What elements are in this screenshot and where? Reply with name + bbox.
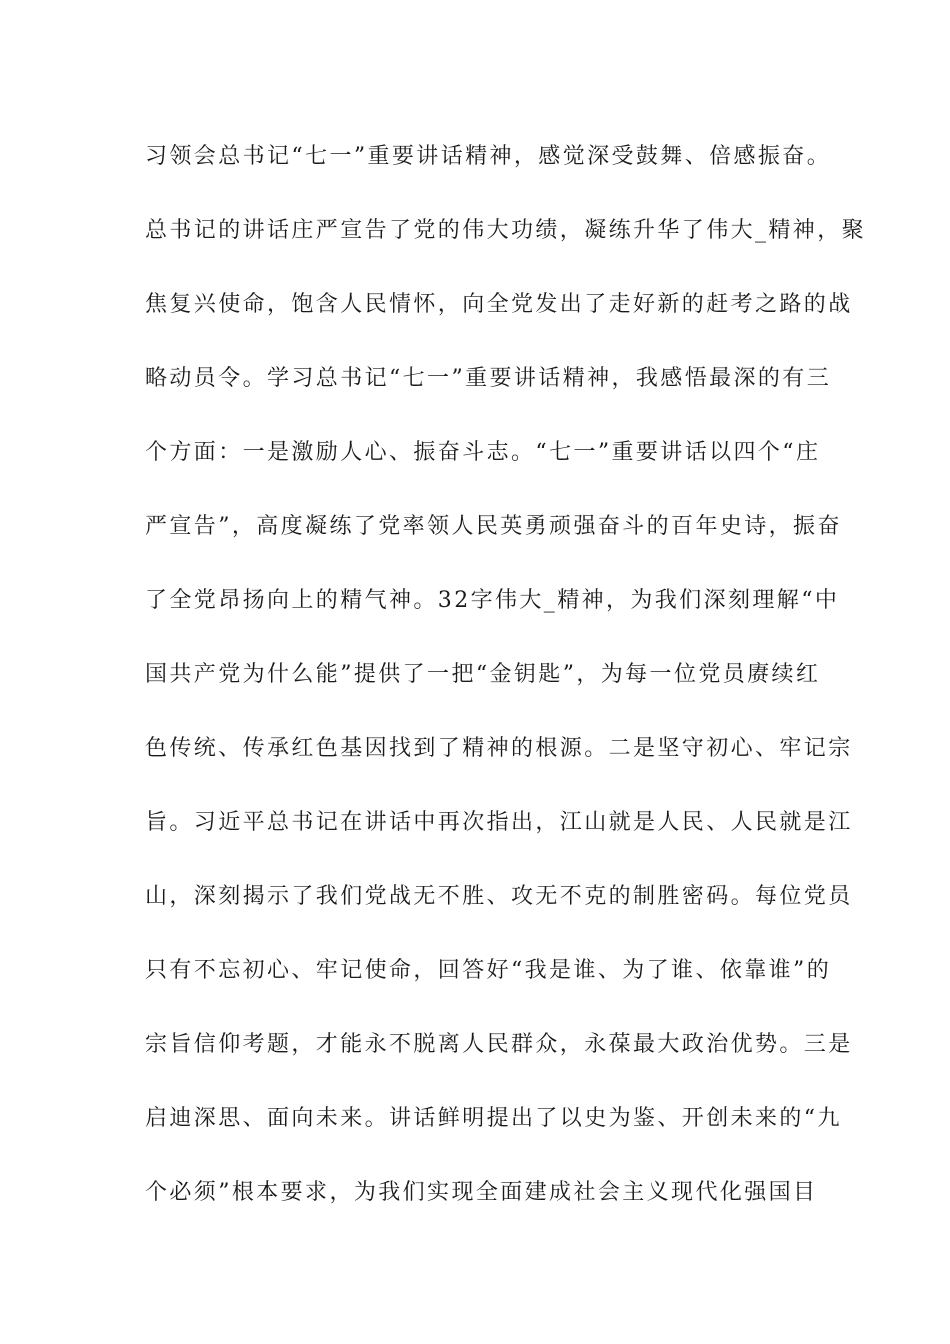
text-line: 总书记的讲话庄严宣告了党的伟大功绩，凝练升华了伟大_精神，聚 (145, 218, 867, 243)
body-text (145, 132, 867, 1242)
text-line: 了全党昂扬向上的精气神。32字伟大_精神，为我们深刻理解“中 (145, 588, 840, 613)
text-line: 略动员令。学习总书记“七一”重要讲话精神，我感悟最深的有三 (145, 366, 832, 391)
text-line: 宗旨信仰考题，才能永不脱离人民群众，永葆最大政治优势。三是 (145, 1032, 853, 1057)
text-line: 启迪深思、面向未来。讲话鲜明提出了以史为鉴、开创未来的“九 (145, 1106, 842, 1131)
text-line: 严宣告”，高度凝练了党率领人民英勇顽强奋斗的百年史诗，振奋 (145, 514, 842, 539)
text-line: 习领会总书记“七一”重要讲话精神，感觉深受鼓舞、倍感振奋。 (145, 144, 832, 169)
text-line: 只有不忘初心、牢记使命，回答好“我是谁、为了谁、依靠谁”的 (145, 958, 832, 983)
text-line: 色传统、传承红色基因找到了精神的根源。二是坚守初心、牢记宗 (145, 736, 853, 761)
text-line: 个方面：一是激励人心、振奋斗志。“七一”重要讲话以四个“庄 (145, 440, 821, 465)
text-line: 焦复兴使命，饱含人民情怀，向全党发出了走好新的赶考之路的战 (145, 292, 853, 317)
text-line: 国共产党为什么能”提供了一把“金钥匙”，为每一位党员赓续红 (145, 662, 821, 687)
text-line: 个必须”根本要求，为我们实现全面建成社会主义现代化强国目 (145, 1180, 818, 1205)
text-line: 山，深刻揭示了我们党战无不胜、攻无不克的制胜密码。每位党员 (145, 884, 853, 909)
text-line: 旨。习近平总书记在讲话中再次指出，江山就是人民、人民就是江 (145, 810, 853, 835)
